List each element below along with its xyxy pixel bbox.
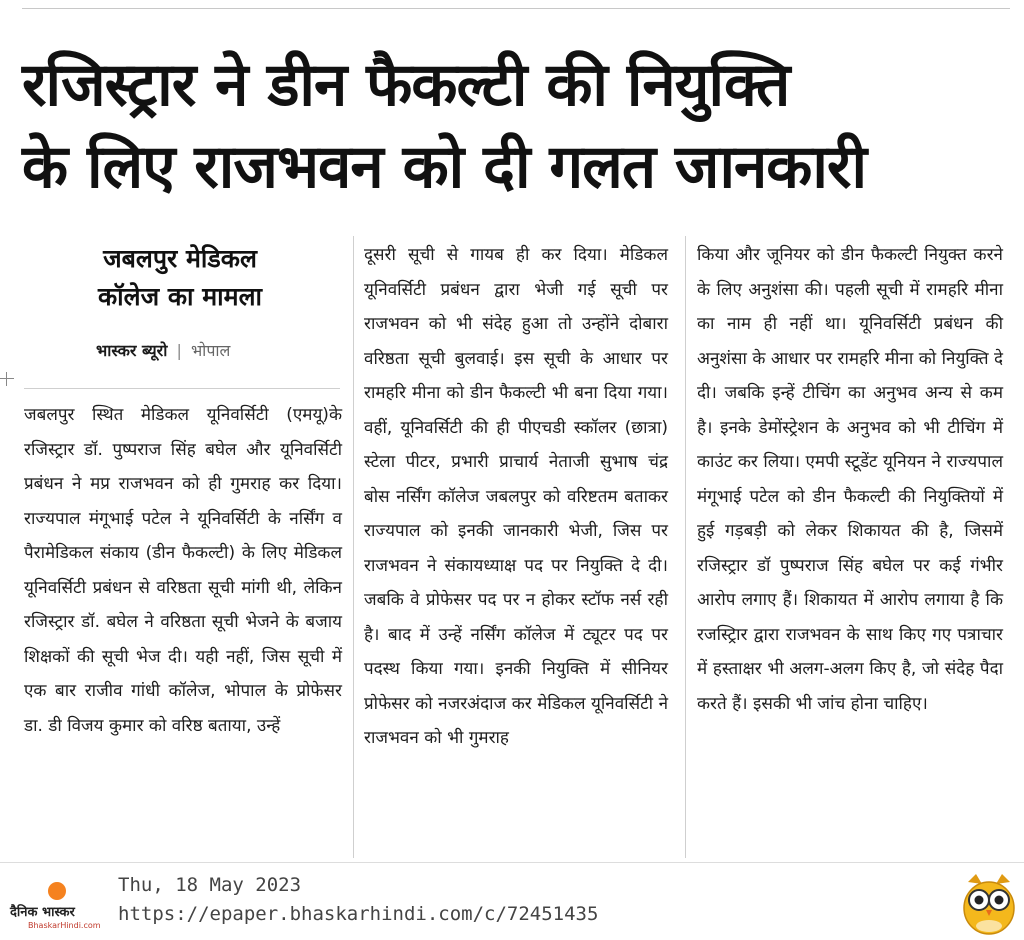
byline-divider (24, 388, 340, 389)
article-column-2 (364, 238, 668, 756)
column-2-text: दूसरी सूची से गायब ही कर दिया। मेडिकल यूनिवर्सिटी प्रबंधन द्वारा भेजी गई सूची पर राजभवन को भी संदेह हुआ तो उन्होंने दोबारा वरिष्ठता सूची बुलवाई। इस सूची के आधार पर रामहरि मीना को डीन फैकल्टी भी बना दिया गया। वहीं, यूनिवर्सिटी की ही पीएचडी स्कॉलर (छात्रा) स्टेला पीटर, प्रभारी प्राचार्य नेताजी सुभाष चंद्र बोस नर्सिंग कॉलेज जबलपुर को वरिष्टतम बताकर राज्यपाल को इनकी जानकारी भेजी, जिस पर राजभवन ने संकायध्याक्ष पद पर नियुक्ति दे दी। जबकि वे प्रोफेसर पद पर न होकर स्टॉफ नर्स रही है। बाद में उन्हें नर्सिंग कॉलेज में ट्यूटर पद पर पदस्थ किया गया। इनकी नियुक्ति में सीनियर प्रोफेसर को नजरअंदाज कर मेडिकल यूनिवर्सिटी ने राजभवन को भी गुमराह (364, 245, 668, 748)
logo-site: BhaskarHindi.com (28, 921, 101, 930)
headline-line-2: के लिए राजभवन को दी गलत जानकारी (22, 132, 866, 202)
byline (96, 340, 230, 362)
byline-city: भोपाल (190, 341, 231, 360)
subheading-line-1: जबलपुर मेडिकल (103, 244, 257, 273)
byline-bureau: भास्कर ब्यूरो (96, 341, 168, 360)
logo-name: दैनिक भास्कर (10, 905, 75, 920)
article-column-3 (697, 238, 1003, 721)
headline (22, 44, 1010, 208)
logo-sun-icon (48, 882, 66, 900)
publication-date: Thu, 18 May 2023 (118, 874, 302, 896)
column-divider (353, 236, 354, 858)
column-divider (685, 236, 686, 858)
article-column-1 (24, 398, 342, 743)
crosshair-icon (0, 372, 14, 386)
footer-divider (0, 862, 1024, 863)
subheading (30, 240, 330, 316)
owl-mascot-icon (960, 872, 1018, 936)
byline-separator: | (176, 341, 182, 360)
subheading-line-2: कॉलेज का मामला (97, 282, 263, 311)
column-1-text: जबलपुर स्थित मेडिकल यूनिवर्सिटी (एमयू)के रजिस्ट्रार डॉ. पुष्पराज सिंह बघेल और यूनिवर्सिटी प्रबंधन ने मप्र राजभवन को ही गुमराह कर दिया। राज्यपाल मंगूभाई पटेल ने यूनिवर्सिटी के नर्सिंग व पैरामेडिकल संकाय (डीन फैकल्टी) के लिए मेडिकल यूनिवर्सिटी प्रबंधन से वरिष्ठता सूची मांगी थी, लेकिन रजिस्ट्रार डॉ. बघेल ने वरिष्ठता सूची भेजने के बजाय शिक्षकों की सूची भेज दी। यही नहीं, जिस सूची में एक बार राजीव गांधी कॉलेज, भोपाल के प्रोफेसर डा. डी विजय कुमार को वरिष्ठ बताया, उन्हें (24, 405, 342, 736)
dainik-bhaskar-logo (10, 876, 110, 936)
headline-line-1: रजिस्ट्रार ने डीन फैकल्टी की नियुक्ति (22, 50, 790, 120)
top-border (22, 8, 1010, 9)
column-3-text: किया और जूनियर को डीन फैकल्टी नियुक्त करने के लिए अनुशंसा की। पहली सूची में रामहरि मीना का नाम ही नहीं था। यूनिवर्सिटी प्रबंधन की अनुशंसा के आधार पर रामहरि मीना को नियुक्ति दे दी। जबकि इन्हें टीचिंग का अनुभव अन्य से कम है। इनके डेमोंस्ट्रेशन के अनुभव को भी टीचिंग में काउंट कर लिया। एमपी स्टूडेंट यूनियन ने राज्यपाल मंगूभाई पटेल को डीन फैकल्टी की नियुक्तियों में हुई गड़बड़ी को लेकर शिकायत की है, जिसमें रजिस्ट्रार डॉ पुष्पराज सिंह बघेल पर कई गंभीर आरोप लगाए हैं। शिकायत में आरोप लगाया है कि रजस्ट्रिार द्वारा राजभवन के साथ किए गए पत्राचार में हस्ताक्षर भी अलग-अलग किए है, जो संदेह पैदा करते हैं। इसकी भी जांच होना चाहिए। (697, 245, 1003, 714)
source-url[interactable]: https://epaper.bhaskarhindi.com/c/72451435 (118, 903, 599, 925)
